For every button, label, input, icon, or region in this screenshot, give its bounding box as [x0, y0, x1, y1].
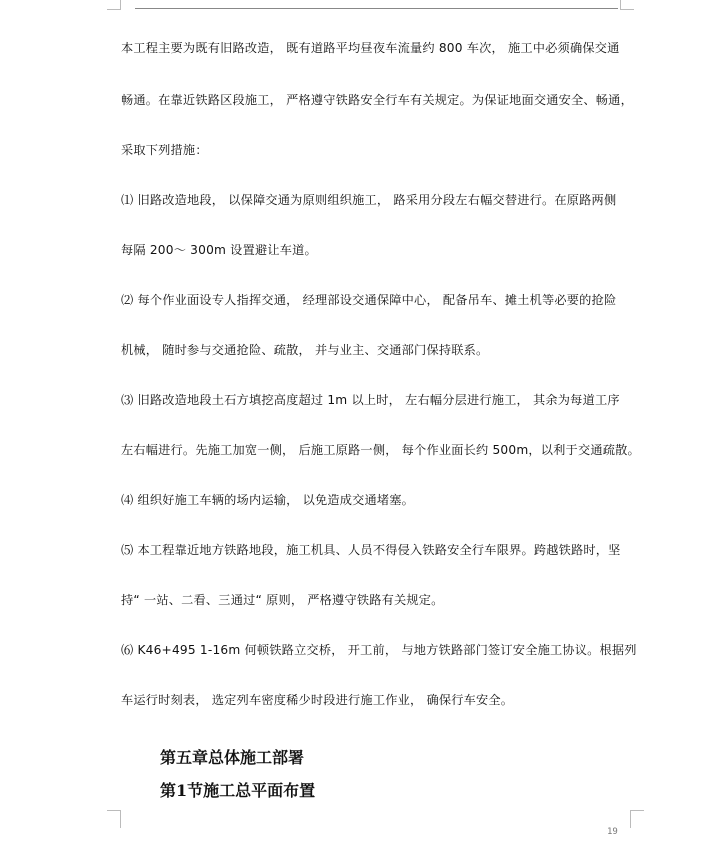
- body-line: ⑵ 每个作业面设专人指挥交通， 经理部设交通保障中心， 配备吊车、摊土机等必要的抢险: [121, 293, 617, 307]
- chapter-heading: 第五章总体施工部署: [160, 748, 305, 767]
- corner-mark-bottom-right: [630, 810, 631, 828]
- body-line: 畅通。在靠近铁路区段施工， 严格遵守铁路安全行车有关规定。为保证地面交通安全、畅通，: [121, 93, 633, 107]
- body-line: 车运行时刻表， 选定列车密度稀少时段进行施工作业， 确保行车安全。: [121, 693, 514, 707]
- body-line: ⑴ 旧路改造地段， 以保障交通为原则组织施工， 路采用分段左右幅交替进行。在原路两侧: [121, 193, 617, 207]
- corner-mark-bottom-right-h: [631, 810, 644, 811]
- body-line: 每隔 200～ 300m 设置避让车道。: [121, 243, 317, 257]
- corner-mark-top-right-h: [621, 9, 634, 10]
- corner-mark-bottom-left: [120, 810, 121, 828]
- body-line: ⑸ 本工程靠近地方铁路地段，施工机具、人员不得侵入铁路安全行车限界。跨越铁路时，坚: [121, 543, 621, 557]
- body-line: 持“ 一站、二看、三通过“ 原则， 严格遵守铁路有关规定。: [121, 593, 444, 607]
- body-line: 机械， 随时参与交通抢险、疏散， 并与业主、交通部门保持联系。: [121, 343, 489, 357]
- corner-mark-bottom-left-h: [107, 810, 120, 811]
- page-number: 19: [607, 827, 618, 837]
- corner-mark-top-left: [120, 0, 121, 10]
- body-line: 本工程主要为既有旧路改造， 既有道路平均昼夜车流量约 800 车次， 施工中必须确保交通: [121, 41, 620, 55]
- body-line: ⑹ K46+495 1-16m 何顿铁路立交桥， 开工前， 与地方铁路部门签订安全施工协议。根据列: [121, 643, 637, 657]
- header-rule: [135, 8, 618, 9]
- body-line: 采取下列措施：: [121, 143, 208, 157]
- section-heading: 第1节施工总平面布置: [160, 781, 316, 800]
- corner-mark-top-left-h: [107, 9, 120, 10]
- body-line: ⑶ 旧路改造地段土石方填挖高度超过 1m 以上时， 左右幅分层进行施工， 其余为每道工序: [121, 393, 620, 407]
- body-line: ⑷ 组织好施工车辆的场内运输， 以免造成交通堵塞。: [121, 493, 415, 507]
- body-line: 左右幅进行。先施工加宽一侧， 后施工原路一侧， 每个作业面长约 500m，以利于交通疏散。: [121, 443, 640, 457]
